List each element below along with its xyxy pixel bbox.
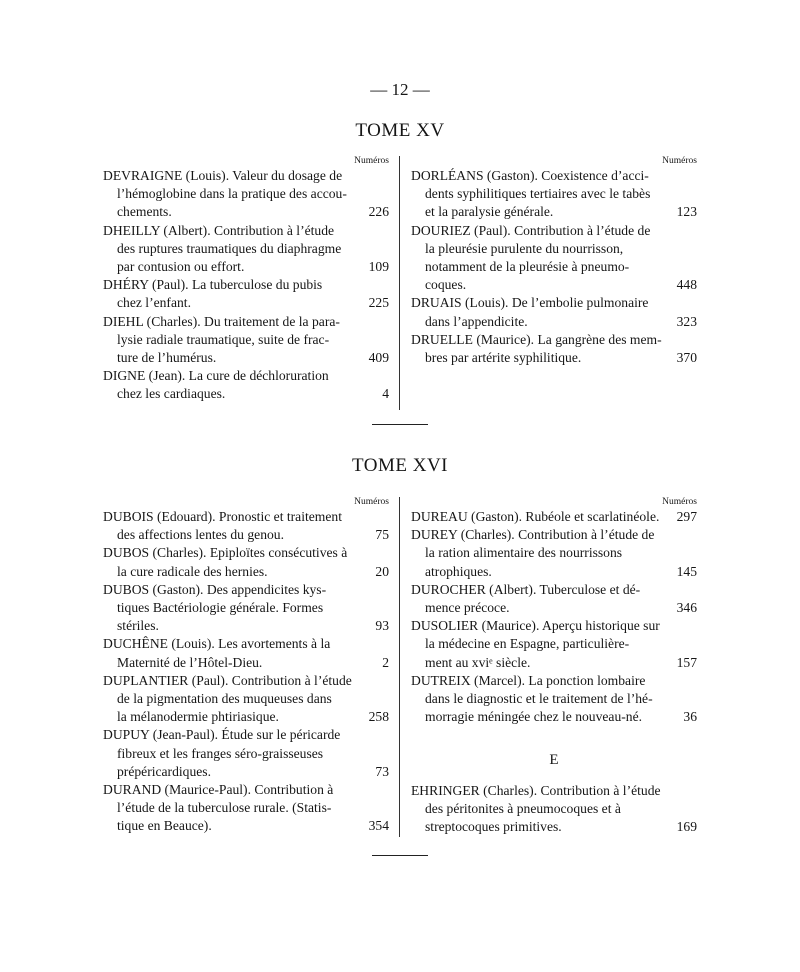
entry-number: 93 [371,617,389,635]
entry-line: DUREY (Charles). Contribution à l’étude de [411,527,655,543]
entry-number: 4 [378,385,389,403]
section-title-tome-xv: TOME XV [355,120,445,141]
entry-line: la ration alimentaire des nourrissons [425,545,623,561]
entry-line: DHÉRY (Paul). La tuberculose du pubis [103,277,323,293]
entry-line: ture de l’humérus. [117,350,217,366]
index-entry [103,276,389,312]
index-entry [411,672,697,727]
entry-line: DUPLANTIER (Paul). Contribution à l’étude [103,672,352,688]
section-rule [372,855,428,856]
entry-line: lysie radiale traumatique, suite de frac- [117,331,330,347]
tome-xv-left-column [103,156,389,404]
index-entry [411,526,697,581]
entry-number: 346 [673,599,697,617]
entry-line: chements. [117,204,172,220]
entry-number: 36 [679,708,697,726]
entry-line: et la paralysie générale. [425,204,554,220]
entry-line: DRUELLE (Maurice). La gangrène des mem- [411,331,662,347]
letter-heading-e: E [549,752,559,768]
entry-line: des affections lentes du genou. [117,527,284,543]
entry-number: 409 [365,349,389,367]
entry-number: 157 [673,654,697,672]
index-entry [411,617,697,672]
numeros-header: Numéros [354,156,389,166]
entry-line: DIGNE (Jean). La cure de déchloruration [103,368,329,384]
entry-line: DUREAU (Gaston). Rubéole et scarlatinéole. [411,509,660,524]
index-entry [411,331,697,367]
entry-number: 226 [365,203,389,221]
index-entry [411,294,697,330]
entry-line: DRUAIS (Louis). De l’embolie pulmonaire [411,295,649,311]
entry-line: DUTREIX (Marcel). La ponction lombaire [411,672,646,688]
index-entry [103,222,389,277]
entry-line: atrophiques. [425,563,492,579]
entry-line: la mélanodermie phtiriasique. [117,709,279,725]
tome-xvi-right-column [411,497,697,726]
entry-number: 73 [371,763,389,781]
index-entry [411,581,697,617]
index-entry [411,508,697,526]
entry-line: fibreux et les franges séro-graisseuses [117,745,324,761]
entry-line: morragie méningée chez le nouveau-né. [425,709,643,725]
index-entry [103,581,389,636]
entry-line: mence précoce. [425,600,510,616]
entry-number: 225 [365,294,389,312]
index-entry [103,367,389,403]
entry-number: 20 [371,563,389,581]
entry-line: DORLÉANS (Gaston). Coexistence d’acci- [411,168,649,183]
numeros-header: Numéros [662,156,697,166]
entry-line: dents syphilitiques tertiaires avec le tabès [425,186,651,202]
entry-line: DEVRAIGNE (Louis). Valeur du dosage de [103,168,343,183]
entry-line: tiques Bactériologie générale. Formes [117,600,324,616]
entry-line: prépéricardiques. [117,763,211,779]
entry-number: 297 [673,508,697,526]
entry-number: 145 [673,563,697,581]
index-entry [103,167,389,222]
index-entry [103,672,389,727]
index-entry [411,167,697,222]
index-entry [103,726,389,781]
entry-line: DUBOIS (Edouard). Pronostic et traitement [103,509,342,524]
entry-line: de la pigmentation des muqueuses dans [117,691,332,707]
entry-number: 2 [378,654,389,672]
entry-number: 258 [365,708,389,726]
entry-line: chez les cardiaques. [117,386,226,402]
index-entry [411,782,697,837]
entry-line: DIEHL (Charles). Du traitement de la para- [103,313,340,329]
entry-number: 123 [673,203,697,221]
entry-line: DHEILLY (Albert). Contribution à l’étude [103,222,335,238]
index-entry [411,222,697,295]
entry-line: DUCHÊNE (Louis). Les avortements à la [103,636,331,652]
entry-line: la cure radicale des hernies. [117,563,268,579]
column-divider [399,156,400,410]
entry-line: tique en Beauce). [117,818,212,834]
entry-line: par contusion ou effort. [117,259,245,275]
entry-line: DOURIEZ (Paul). Contribution à l’étude de [411,222,651,238]
entry-line: l’hémoglobine dans la pratique des accou- [117,186,347,202]
entry-number: 75 [371,526,389,544]
section-rule [372,424,428,425]
entry-line: notamment de la pleurésie à pneumo- [425,259,630,275]
entry-line: des péritonites à pneumocoques et à [425,801,621,817]
entry-line: coques. [425,277,467,293]
page-number: — 12 — [370,80,430,99]
entry-line: l’étude de la tuberculose rurale. (Statis- [117,800,332,816]
entry-number: 448 [673,276,697,294]
index-entry [103,781,389,836]
entry-line: DUBOS (Charles). Epiploïtes consécutives à [103,545,348,561]
entry-number: 323 [673,313,697,331]
entry-line: Maternité de l’Hôtel-Dieu. [117,654,263,670]
entry-line: DUROCHER (Albert). Tuberculose et dé- [411,581,641,597]
entry-line: dans l’appendicite. [425,313,528,329]
entry-line: la pleurésie purulente du nourrisson, [425,240,624,256]
tome-xvi-right-column-e [411,782,697,837]
entry-number: 354 [365,817,389,835]
entry-line: DUSOLIER (Maurice). Aperçu historique sur [411,618,660,634]
entry-line: la médecine en Espagne, particulière- [425,636,630,652]
index-entry [103,544,389,580]
numeros-header: Numéros [354,497,389,507]
section-title-tome-xvi: TOME XVI [351,455,448,476]
numeros-header: Numéros [662,497,697,507]
index-entry [103,313,389,368]
entry-line: des ruptures traumatiques du diaphragme [117,240,342,256]
entry-line: streptocoques primitives. [425,819,562,835]
entry-line: ment au xviᵉ siècle. [425,654,531,670]
tome-xvi-left-column [103,497,389,836]
entry-line: DUPUY (Jean-Paul). Étude sur le péricarde [103,727,341,743]
tome-xv-right-column [411,156,697,367]
entry-number: 370 [673,349,697,367]
entry-number: 169 [673,818,697,836]
entry-line: EHRINGER (Charles). Contribution à l’étude [411,783,661,798]
index-entry [103,635,389,671]
entry-line: dans le diagnostic et le traitement de l’hé- [425,691,653,707]
entry-line: DUBOS (Gaston). Des appendicites kys- [103,581,327,597]
entry-line: stériles. [117,618,159,634]
entry-number: 109 [365,258,389,276]
entry-line: bres par artérite syphilitique. [425,350,582,366]
index-entry [103,508,389,544]
entry-line: chez l’enfant. [117,295,191,311]
entry-line: DURAND (Maurice-Paul). Contribution à [103,782,334,798]
column-divider [399,497,400,837]
